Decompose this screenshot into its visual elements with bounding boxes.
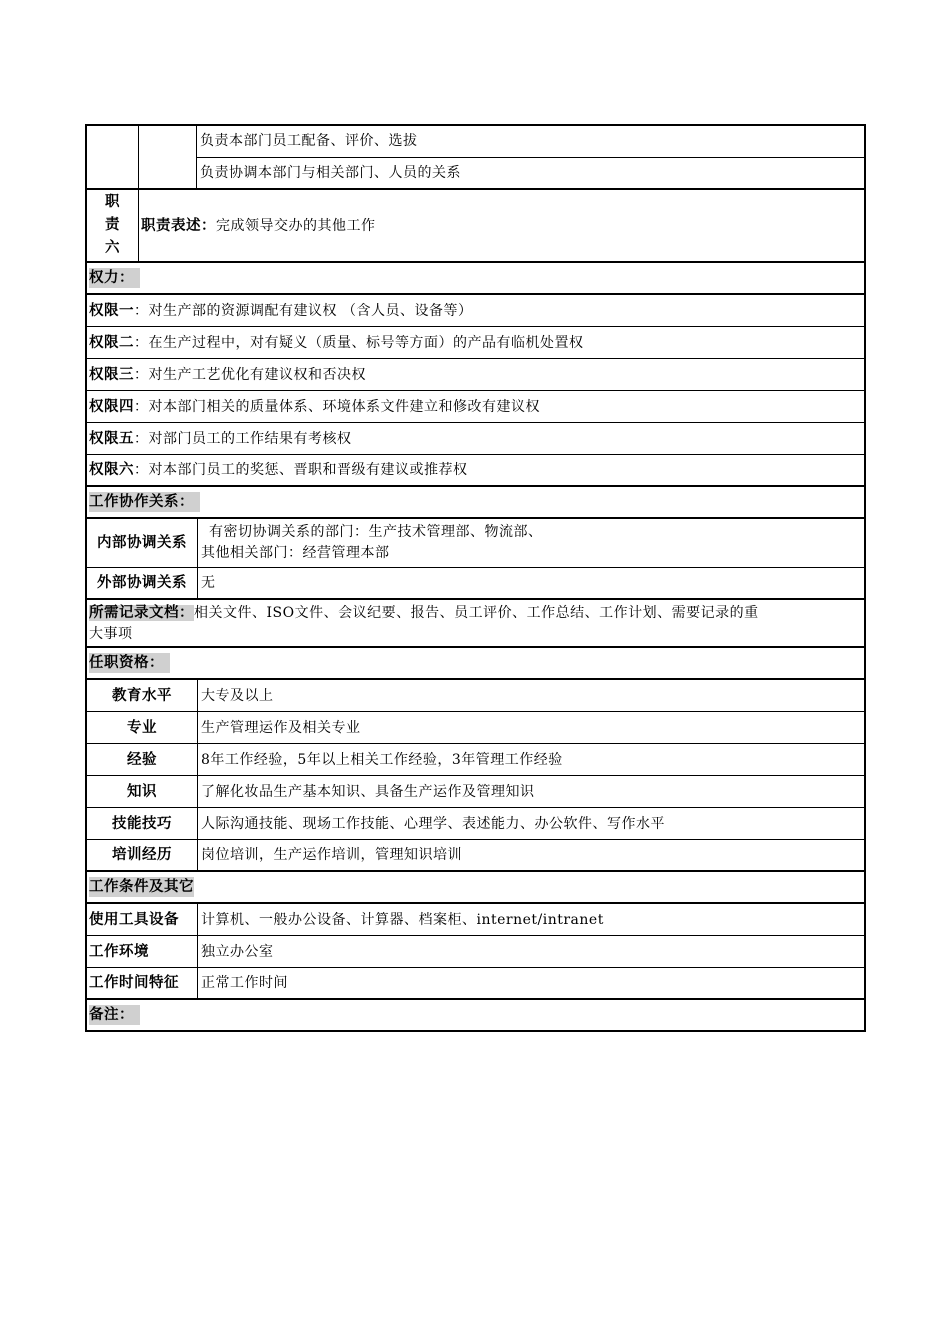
qualification-label: 经验	[127, 751, 157, 768]
records-label: 所需记录文档：	[89, 605, 194, 621]
qualification-value: 8年工作经验，5年以上相关工作经验，3年管理工作经验	[197, 744, 864, 775]
conditions-value: 计算机、一般办公设备、计算器、档案柜、internet/intranet	[197, 904, 864, 935]
authority-text: ：对生产工艺优化有建议权和否决权	[134, 366, 366, 383]
authority-text: ：对本部门员工的奖惩、晋职和晋级有建议或推荐权	[134, 462, 468, 478]
conditions-row	[87, 936, 864, 968]
qualification-row	[87, 840, 864, 872]
qualification-value: 岗位培训，生产运作培训，管理知识培训	[197, 840, 864, 870]
duty-six-row	[87, 190, 864, 263]
duty-six-label	[87, 190, 138, 261]
authority-title: 权力：	[89, 268, 140, 288]
qualification-row	[87, 680, 864, 712]
duty-six-char: 六	[105, 240, 120, 256]
conditions-value: 独立办公室	[197, 936, 864, 967]
authority-row	[87, 295, 864, 327]
job-description-table	[85, 124, 866, 1032]
qualification-label: 教育水平	[112, 687, 172, 704]
internal-coordination-row	[87, 519, 864, 568]
qualification-value: 了解化妆品生产基本知识、具备生产运作及管理知识	[197, 776, 864, 807]
authority-label: 权限四	[89, 398, 134, 415]
authority-text: ：对生产部的资源调配有建议权 （含人员、设备等）	[134, 302, 473, 319]
records-row	[87, 600, 864, 648]
external-coordination-value: 无	[197, 568, 864, 598]
authority-label: 权限六	[89, 462, 134, 478]
internal-coordination-label: 内部协调关系	[97, 535, 187, 551]
records-text: 相关文件、ISO文件、会议纪要、报告、员工评价、工作总结、工作计划、需要记录的重	[194, 605, 759, 621]
cooperation-title: 工作协作关系：	[89, 492, 200, 512]
authority-row	[87, 423, 864, 455]
authority-row	[87, 391, 864, 423]
internal-coordination-line: 有密切协调关系的部门：生产技术管理部、物流部、	[209, 524, 543, 540]
conditions-label: 工作环境	[89, 943, 149, 960]
internal-coordination-line: 其他相关部门：经营管理本部	[201, 545, 390, 561]
authority-label: 权限一	[89, 302, 134, 319]
conditions-label: 工作时间特征	[89, 975, 179, 991]
qualification-label: 知识	[127, 783, 157, 800]
qualification-value: 人际沟通技能、现场工作技能、心理学、表述能力、办公软件、写作水平	[197, 808, 864, 839]
internal-coordination-value	[197, 519, 864, 567]
duty-item	[197, 126, 864, 158]
authority-section-header	[87, 263, 864, 295]
qualification-value: 生产管理运作及相关专业	[197, 712, 864, 743]
duty-six-char: 责	[105, 217, 120, 233]
cooperation-section-header	[87, 487, 864, 519]
duty-item	[197, 158, 864, 189]
qualification-label: 培训经历	[112, 847, 172, 863]
qualification-row	[87, 712, 864, 744]
conditions-section-header	[87, 872, 864, 904]
remarks-title: 备注：	[89, 1005, 140, 1025]
authority-text: ：在生产过程中，对有疑义（质量、标号等方面）的产品有临机处置权	[134, 334, 584, 351]
authority-label: 权限二	[89, 334, 134, 351]
duty-index-cell	[87, 126, 138, 188]
conditions-label: 使用工具设备	[89, 911, 179, 928]
authority-row	[87, 455, 864, 487]
authority-label: 权限三	[89, 366, 134, 383]
external-coordination-row	[87, 568, 864, 600]
conditions-row	[87, 968, 864, 1000]
qualification-label: 专业	[127, 719, 157, 736]
authority-row	[87, 327, 864, 359]
duty-top-block	[87, 126, 864, 190]
duty-sub-cell	[138, 126, 196, 188]
duty-six-description-label: 职责表述：	[141, 217, 216, 234]
authority-label: 权限五	[89, 430, 134, 447]
qualification-title: 任职资格：	[89, 653, 170, 673]
external-coordination-label: 外部协调关系	[97, 575, 187, 591]
duty-six-char: 职	[105, 194, 120, 210]
conditions-title: 工作条件及其它	[89, 879, 194, 895]
duty-item-text: 负责本部门员工配备、评价、选拔	[200, 133, 418, 150]
duty-item-text: 负责协调本部门与相关部门、人员的关系	[200, 164, 461, 181]
conditions-row	[87, 904, 864, 936]
authority-text: ：对部门员工的工作结果有考核权	[134, 430, 352, 447]
qualification-section-header	[87, 648, 864, 680]
authority-text: ：对本部门相关的质量体系、环境体系文件建立和修改有建议权	[134, 398, 540, 415]
duty-items	[196, 126, 864, 188]
remarks-row	[87, 1000, 864, 1030]
qualification-value: 大专及以上	[197, 680, 864, 711]
qualification-label: 技能技巧	[112, 815, 172, 832]
qualification-row	[87, 776, 864, 808]
records-text-continued: 大事项	[89, 626, 133, 642]
qualification-row	[87, 808, 864, 840]
qualification-row	[87, 744, 864, 776]
authority-row	[87, 359, 864, 391]
conditions-value: 正常工作时间	[197, 968, 864, 998]
duty-six-description: 完成领导交办的其他工作	[216, 217, 376, 234]
duty-six-content	[138, 190, 864, 261]
